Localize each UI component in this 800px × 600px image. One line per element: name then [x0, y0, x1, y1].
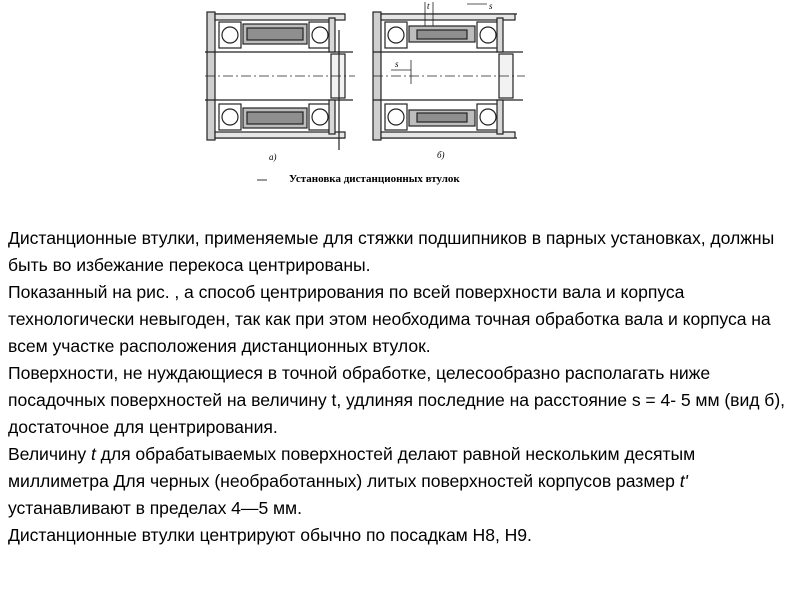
- assembly-drawing: [205, 0, 525, 192]
- symbol-t: t: [90, 444, 96, 464]
- figure-caption: Установка дистанционных втулок: [289, 173, 460, 185]
- view-a-label: а): [269, 152, 277, 162]
- view-b-label: б): [437, 150, 445, 160]
- paragraph-3: Поверхности, не нуждающиеся в точной обработке, целесообразно располагать ниже посадочных поверхностей на величину t, удлиняя последние на расстояние s = 4- 5 мм (вид б), достаточное для центрирования.: [8, 363, 785, 437]
- paragraph-4-part-b: для обрабатываемых поверхностей делают равной нескольким десятым миллиметра Для черных (необработанных) литых поверхностей корпусов размер: [8, 444, 696, 491]
- symbol-t-prime: t': [679, 471, 688, 491]
- paragraph-5: Дистанционные втулки центрируют обычно по посадкам Н8, Н9.: [8, 525, 532, 545]
- paragraph-4-part-c: устанавливают в пределах 4—5 мм.: [8, 498, 302, 518]
- dim-s-label: s: [395, 59, 399, 69]
- view-b-drawing: [373, 2, 525, 140]
- paragraph-4: [8, 441, 796, 522]
- paragraph-2: Показанный на рис. , а способ центрирования по всей поверхности вала и корпуса технологически невыгоден, так как при этом необходима точная обработка вала и корпуса на всем участке расположения дистанционных втулок.: [8, 282, 771, 356]
- bearing-spacer-figure: [205, 0, 525, 192]
- view-a-drawing: [205, 12, 355, 150]
- paragraph-1: Дистанционные втулки, применяемые для стяжки подшипников в парных установках, должны быть во избежание перекоса центрированы.: [8, 228, 775, 275]
- paragraph-4-part-a: Величину: [8, 444, 91, 464]
- dim-t-label: t: [427, 1, 430, 11]
- body-text: [8, 225, 796, 549]
- dim-s-top-label: s: [489, 1, 493, 11]
